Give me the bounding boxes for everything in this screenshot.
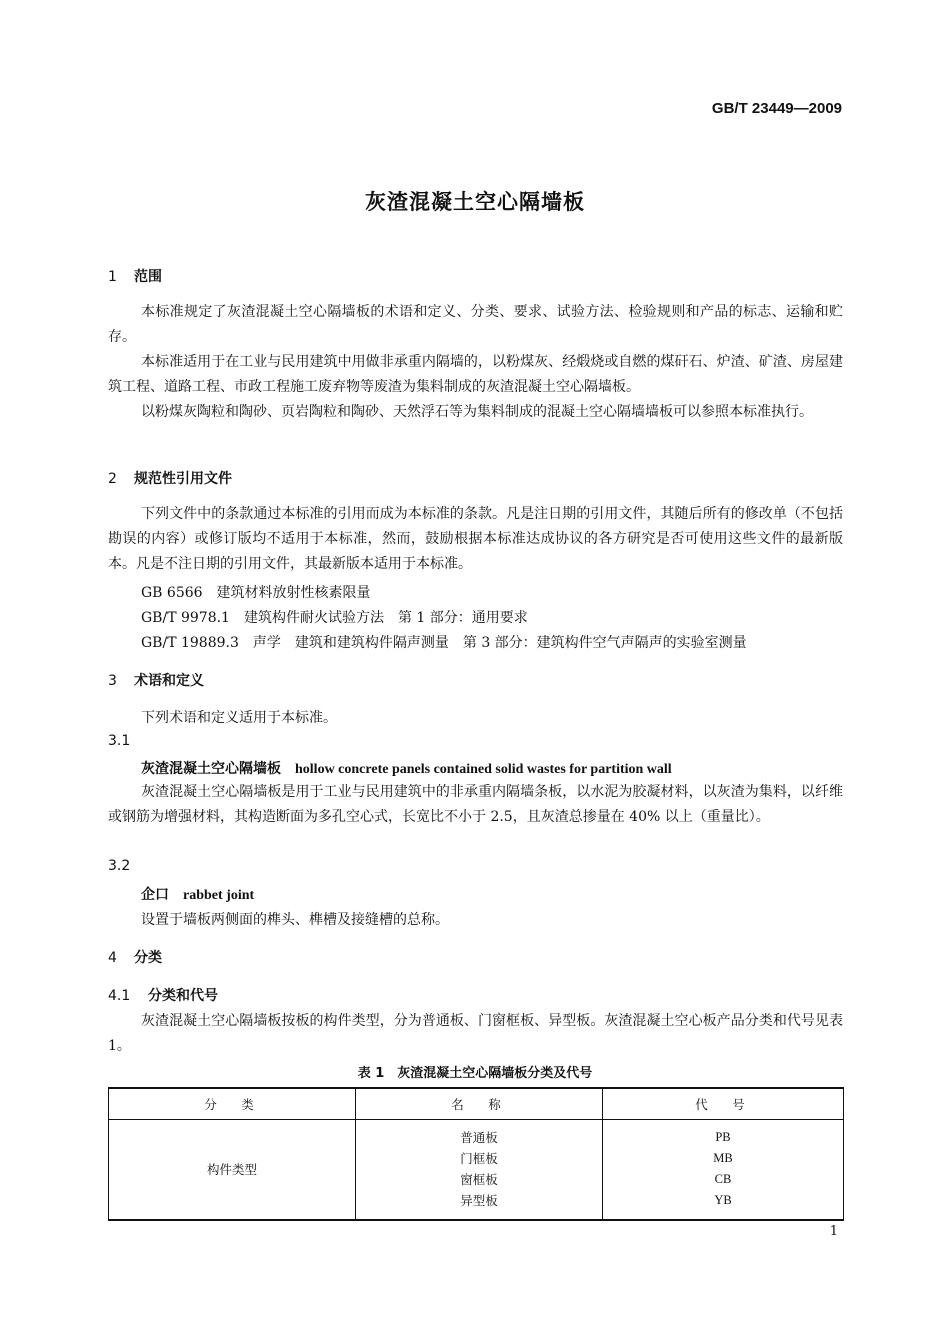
code-item: CB xyxy=(714,1172,732,1187)
table-header-row xyxy=(109,1088,844,1120)
section-3-intro: 下列术语和定义适用于本标准。 xyxy=(141,710,337,726)
section-number: 3 xyxy=(108,673,117,689)
code-item: MB xyxy=(713,1151,733,1166)
code-item: PB xyxy=(715,1130,731,1145)
codes-cell xyxy=(603,1120,844,1220)
category-cell: 构件类型 xyxy=(109,1120,356,1220)
section-number: 2 xyxy=(108,471,117,487)
name-item: 普通板 xyxy=(460,1130,498,1146)
term-3-1-definition: 灰渣混凝土空心隔墙板是用于工业与民用建筑中的非承重内隔墙条板，以水泥为胶凝材料，以灰渣为集料，以纤维或钢筋为增强材料，其构造断面为多孔空心式，长宽比不小于 2.5，且灰渣总掺量在 40% 以上（重量比）。 xyxy=(108,784,843,825)
term-3-2-definition: 设置于墙板两侧面的榫头、榫槽及接缝槽的总称。 xyxy=(141,912,449,928)
subsection-4-1-heading xyxy=(108,985,218,1005)
subsection-number: 4.1 xyxy=(108,988,131,1004)
page-number: 1 xyxy=(829,1224,838,1239)
section-1-paragraph-2: 本标准适用于在工业与民用建筑中用做非承重内隔墙的，以粉煤灰、经煅烧或自燃的煤矸石、炉渣、矿渣、房屋建筑工程、道路工程、市政工程施工废弃物等废渣为集料制成的灰渣混凝土空心隔墙板。 xyxy=(108,354,843,395)
section-4-heading xyxy=(108,947,162,967)
reference-item: GB/T 19889.3 声学 建筑和建筑构件隔声测量 第 3 部分：建筑构件空气声隔声的实验室测量 xyxy=(141,635,747,651)
term-chinese: 企口 xyxy=(141,887,169,903)
clause-3-1-number: 3.1 xyxy=(108,733,131,749)
reference-item: GB/T 9978.1 建筑构件耐火试验方法 第 1 部分：通用要求 xyxy=(141,610,528,626)
section-number: 4 xyxy=(108,950,117,966)
section-2-paragraph-1: 下列文件中的条款通过本标准的引用而成为本标准的条款。凡是注日期的引用文件，其随后所有的修改单（不包括勘误的内容）或修订版均不适用于本标准，然而，鼓励根据本标准达成协议的各方研究是否可使用这些文件的最新版本。凡是不注日期的引用文件，其最新版本适用于本标准。 xyxy=(108,506,843,572)
name-item: 异型板 xyxy=(460,1193,498,1209)
term-english: hollow concrete panels contained solid wastes for partition wall xyxy=(295,762,672,777)
section-title: 术语和定义 xyxy=(134,673,204,689)
code-item: YB xyxy=(714,1193,732,1208)
table-row xyxy=(109,1120,844,1220)
name-item: 窗框板 xyxy=(460,1172,498,1188)
term-english: rabbet joint xyxy=(183,888,255,903)
column-header-category: 分 类 xyxy=(109,1088,356,1120)
clause-3-2-number: 3.2 xyxy=(108,858,131,874)
term-3-1 xyxy=(141,758,672,778)
column-header-name: 名 称 xyxy=(356,1088,603,1120)
section-4-paragraph-1: 灰渣混凝土空心隔墙板按板的构件类型，分为普通板、门窗框板、异型板。灰渣混凝土空心板产品分类和代号见表 1。 xyxy=(108,1013,843,1054)
document-title: 灰渣混凝土空心隔墙板 xyxy=(365,190,585,214)
table-1-caption: 表 1 灰渣混凝土空心隔墙板分类及代号 xyxy=(357,1066,593,1081)
section-1-paragraph-1: 本标准规定了灰渣混凝土空心隔墙板的术语和定义、分类、要求、试验方法、检验规则和产品的标志、运输和贮存。 xyxy=(108,304,843,345)
section-1-paragraph-3: 以粉煤灰陶粒和陶砂、页岩陶粒和陶砂、天然浮石等为集料制成的混凝土空心隔墙墙板可以参照本标准执行。 xyxy=(141,404,813,420)
section-title: 规范性引用文件 xyxy=(134,471,232,487)
names-cell xyxy=(356,1120,603,1220)
term-3-2 xyxy=(141,884,254,904)
subsection-title: 分类和代号 xyxy=(148,988,218,1004)
term-chinese: 灰渣混凝土空心隔墙板 xyxy=(141,761,281,777)
section-title: 分类 xyxy=(134,950,162,966)
section-2-heading xyxy=(108,468,232,488)
section-title: 范围 xyxy=(134,269,162,285)
table-1 xyxy=(108,1087,844,1221)
section-3-heading xyxy=(108,670,204,690)
section-1-heading xyxy=(108,266,162,286)
name-item: 门框板 xyxy=(460,1151,498,1167)
column-header-code: 代 号 xyxy=(603,1088,844,1120)
standard-number: GB/T 23449—2009 xyxy=(711,100,842,117)
section-number: 1 xyxy=(108,269,117,285)
reference-item: GB 6566 建筑材料放射性核素限量 xyxy=(141,585,371,601)
